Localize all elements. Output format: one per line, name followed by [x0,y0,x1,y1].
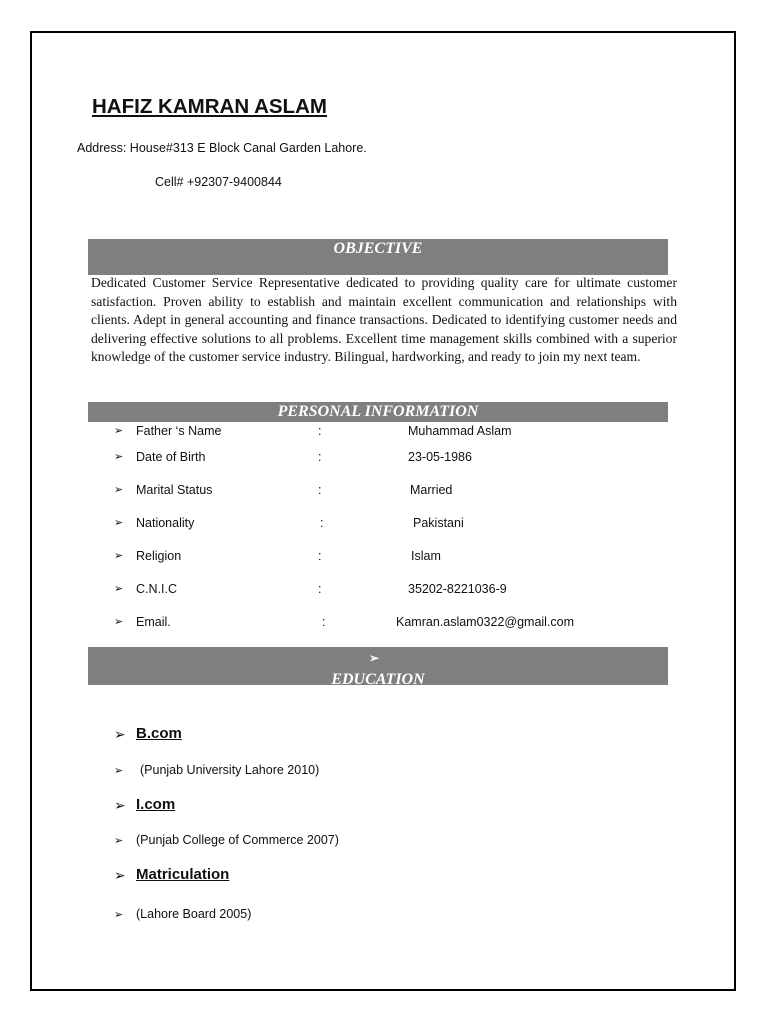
arrow-bullet-icon: ➢ [114,835,124,847]
field-colon: : [322,615,326,629]
field-label: Father ‘s Name [136,424,222,438]
arrow-bullet-icon: ➢ [114,484,124,496]
field-colon: : [320,516,324,530]
arrow-bullet-icon: ➢ [114,550,124,562]
institution-text: (Punjab University Lahore 2010) [140,763,320,777]
degree-title: B.com [136,725,182,742]
field-label: Date of Birth [136,450,206,464]
arrow-bullet-icon: ➢ [114,451,124,463]
arrow-bullet-icon: ➢ [114,797,126,813]
arrow-bullet-icon: ➢ [368,651,380,665]
field-label: Email. [136,615,171,629]
arrow-bullet-icon: ➢ [114,616,124,628]
institution-text: (Punjab College of Commerce 2007) [136,833,339,847]
field-label: C.N.I.C [136,582,177,596]
address-line: Address: House#313 E Block Canal Garden Lahore. [77,141,367,155]
field-colon: : [318,424,322,438]
resume-page [30,31,736,991]
field-value: 23-05-1986 [408,450,472,464]
objective-heading: OBJECTIVE [333,240,423,257]
field-value: Islam [411,549,441,563]
arrow-bullet-icon: ➢ [114,909,124,921]
field-value: Married [410,483,453,497]
arrow-bullet-icon: ➢ [114,425,124,437]
degree-title: I.com [136,796,176,813]
cell-number: Cell# +92307-9400844 [155,175,282,189]
field-label: Nationality [136,516,195,530]
field-value: Muhammad Aslam [408,424,512,438]
field-colon: : [318,549,322,563]
objective-heading-band [88,239,668,275]
field-colon: : [318,582,322,596]
arrow-bullet-icon: ➢ [114,867,126,883]
arrow-bullet-icon: ➢ [114,583,124,595]
personal-info-heading: PERSONAL INFORMATION [277,403,479,420]
degree-title: Matriculation [136,866,230,883]
education-heading-text: EDUCATION [331,671,425,688]
arrow-bullet-icon: ➢ [114,726,126,742]
field-label: Religion [136,549,182,563]
field-colon: : [318,483,322,497]
education-heading [88,647,668,691]
candidate-name: HAFIZ KAMRAN ASLAM [92,95,327,118]
personal-info-heading-band [88,402,668,422]
institution-text: (Lahore Board 2005) [136,907,252,921]
field-value: Pakistani [413,516,464,530]
field-value: Kamran.aslam0322@gmail.com [396,615,575,629]
field-colon: : [318,450,322,464]
arrow-bullet-icon: ➢ [114,517,124,529]
education-heading-band [88,647,668,688]
field-label: Marital Status [136,483,213,497]
arrow-bullet-icon: ➢ [114,765,124,777]
objective-paragraph: Dedicated Customer Service Representative dedicated to providing quality care for ultimate customer satisfaction. Proven ability to establish and maintain excellent communication and relationships with clients. Adept in general accounting and finance transactions. Dedicated to identifying customer needs and delivering effective solutions to all problems. Excellent time management skills combined with a superior knowledge of the customer service industry. Bilingual, hardworking, and ready to join my next team. [91,275,677,364]
field-value: 35202-8221036-9 [408,582,507,596]
